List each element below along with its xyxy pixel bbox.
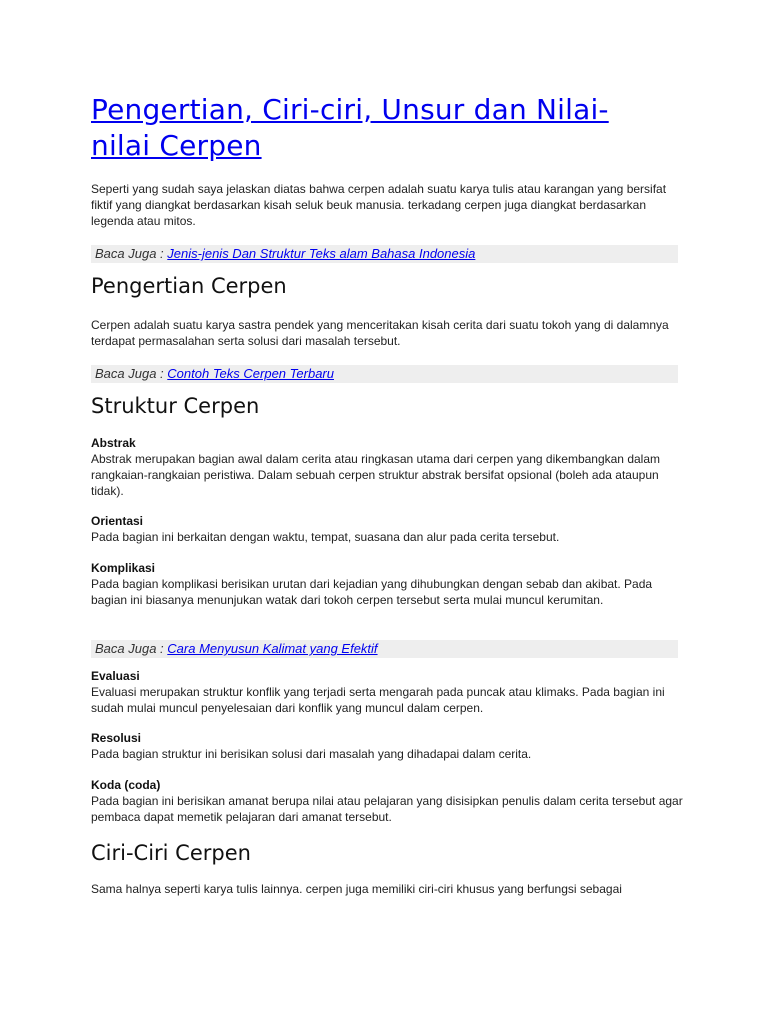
struktur-item-resolusi	[91, 730, 683, 762]
struktur-item-komplikasi	[91, 560, 683, 608]
pengertian-paragraph: Cerpen adalah suatu karya sastra pendek yang menceritakan kisah cerita dari suatu tokoh yang di dalamnya terdapat permasalahan serta solusi dari masalah tersebut.	[91, 318, 669, 348]
struktur-item-evaluasi	[91, 668, 683, 716]
struktur-item-text: Pada bagian komplikasi berisikan urutan dari kejadian yang dihubungkan dengan sebab dan akibat. Pada bagian ini biasanya menunjukan watak dari tokoh cerpen tersebut serta mulai muncul kerumitan.	[91, 577, 653, 607]
struktur-item-abstrak	[91, 435, 683, 499]
pengertian-paragraph-container	[91, 317, 681, 349]
baca-juga-link-2[interactable]: Contoh Teks Cerpen Terbaru	[167, 366, 334, 381]
struktur-item-orientasi	[91, 513, 683, 545]
baca-juga-box-2	[91, 365, 678, 383]
ciri-heading: Ciri-Ciri Cerpen	[91, 841, 251, 865]
baca-juga-box-1	[91, 245, 678, 263]
article-title-link[interactable]: Pengertian, Ciri-ciri, Unsur dan Nilai-nilai Cerpen	[91, 93, 609, 162]
struktur-item-title: Orientasi	[91, 514, 144, 528]
struktur-item-title: Abstrak	[91, 436, 136, 450]
pengertian-heading-container	[91, 272, 287, 300]
struktur-heading: Struktur Cerpen	[91, 394, 260, 418]
ciri-paragraph-container	[91, 881, 683, 897]
struktur-item-text: Pada bagian ini berisikan amanat berupa nilai atau pelajaran yang disisipkan penulis dalam cerita tersebut agar pembaca dapat memetik pelajaran dari amanat tersebut.	[91, 794, 683, 824]
ciri-heading-container	[91, 839, 251, 867]
baca-juga-label: Baca Juga :	[95, 246, 164, 261]
pengertian-heading: Pengertian Cerpen	[91, 274, 287, 298]
struktur-item-text: Evaluasi merupakan struktur konflik yang terjadi serta mengarah pada puncak atau klimaks. Pada bagian ini sudah mulai muncul penyelesaian dari konflik yang muncul dalam cerpen.	[91, 685, 665, 715]
ciri-paragraph: Sama halnya seperti karya tulis lainnya. cerpen juga memiliki ciri-ciri khusus yang berfungsi sebagai	[91, 882, 622, 896]
struktur-item-title: Resolusi	[91, 731, 142, 745]
baca-juga-label: Baca Juga :	[95, 641, 164, 656]
intro-paragraph-container	[91, 181, 681, 229]
struktur-item-title: Koda (coda)	[91, 778, 161, 792]
struktur-heading-container	[91, 392, 259, 420]
baca-juga-box-3	[91, 640, 678, 658]
baca-juga-link-3[interactable]: Cara Menyusun Kalimat yang Efektif	[167, 641, 378, 656]
struktur-item-text: Pada bagian ini berkaitan dengan waktu, tempat, suasana dan alur pada cerita tersebut.	[91, 530, 560, 544]
baca-juga-label: Baca Juga :	[95, 366, 164, 381]
struktur-item-koda	[91, 777, 683, 825]
baca-juga-link-1[interactable]: Jenis-jenis Dan Struktur Teks alam Bahasa Indonesia	[167, 246, 476, 261]
struktur-item-title: Evaluasi	[91, 669, 140, 683]
article-title-container	[91, 92, 651, 164]
struktur-item-text: Abstrak merupakan bagian awal dalam cerita atau ringkasan utama dari cerpen yang dikembangkan dalam rangkaian-rangkaian peristiwa. Dalam sebuah cerpen struktur abstrak bersifat opsional (boleh ada ataupun tidak).	[91, 452, 660, 498]
intro-paragraph: Seperti yang sudah saya jelaskan diatas bahwa cerpen adalah suatu karya tulis atau karangan yang bersifat fiktif yang diangkat berdasarkan kisah seluk beuk manusia. terkadang cerpen juga diangkat berdasarkan legenda atau mitos.	[91, 182, 667, 228]
struktur-item-title: Komplikasi	[91, 561, 156, 575]
struktur-item-text: Pada bagian struktur ini berisikan solusi dari masalah yang dihadapai dalam cerita.	[91, 747, 532, 761]
